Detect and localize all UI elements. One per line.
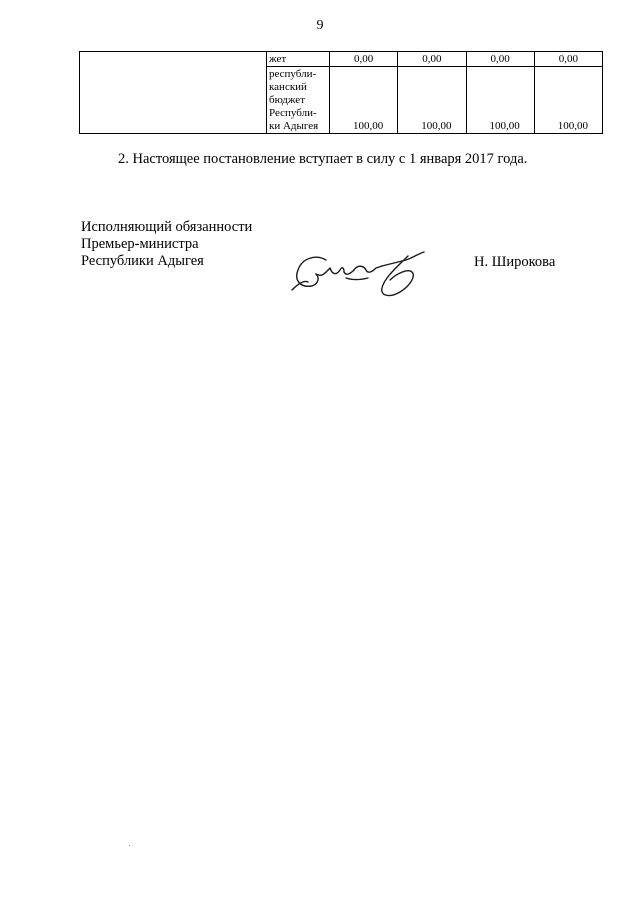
signer-title-line: Республики Адыгея	[81, 253, 204, 269]
table-value-cell: 100,00	[534, 67, 602, 134]
label-line: бюджет	[269, 94, 305, 106]
effective-date-paragraph: 2. Настоящее постановление вступает в силу с 1 января 2017 года.	[118, 151, 528, 167]
budget-table	[79, 51, 603, 134]
signer-title-line: Исполняющий обязанности	[81, 219, 253, 235]
handwritten-signature	[286, 244, 446, 304]
table-value-cell: 100,00	[330, 67, 398, 134]
label-line: Республи-	[269, 107, 317, 119]
table-label-cell	[267, 52, 330, 67]
table-value-cell: 0,00	[534, 52, 602, 67]
table-value-cell: 0,00	[398, 52, 466, 67]
signer-name: Н. Широкова	[474, 254, 556, 270]
label-line: ки Адыгея	[269, 120, 319, 132]
signer-title-line: Премьер-министра	[81, 236, 199, 252]
label-line: канский	[269, 81, 307, 93]
table-value-cell: 0,00	[466, 52, 534, 67]
signer-title	[81, 219, 252, 270]
label-line: жет	[269, 53, 287, 65]
label-line: республи-	[269, 68, 317, 80]
scan-speck	[129, 845, 130, 846]
table-value-cell: 100,00	[466, 67, 534, 134]
table-blank-cell	[80, 52, 267, 134]
table-value-cell: 0,00	[330, 52, 398, 67]
table-value-cell: 100,00	[398, 67, 466, 134]
page-number: 9	[316, 18, 324, 33]
table-label-cell	[267, 67, 330, 134]
table-row	[80, 52, 603, 67]
